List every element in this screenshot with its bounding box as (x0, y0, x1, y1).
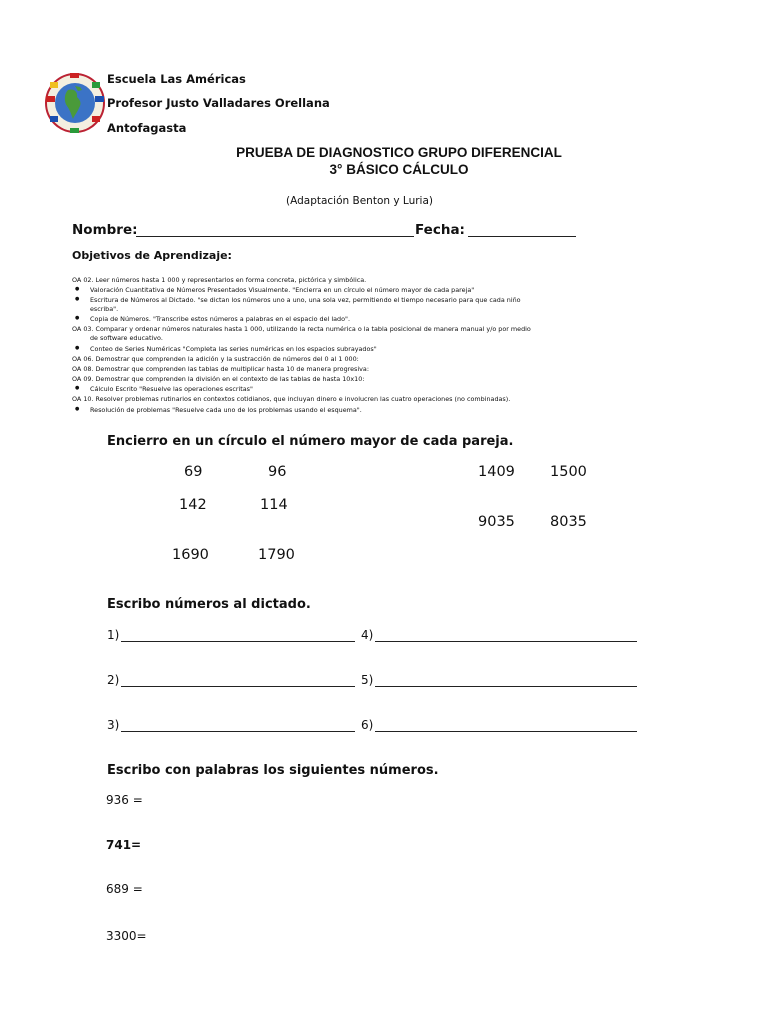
objective-item: ● Cálculo Escrito "Resuelve las operaciones escritas" (90, 385, 253, 393)
date-field[interactable] (468, 236, 576, 237)
number-option[interactable]: 142 (179, 497, 207, 513)
number-option[interactable]: 8035 (550, 514, 587, 530)
test-title: PRUEBA DE DIAGNOSTICO GRUPO DIFERENCIAL (236, 145, 562, 160)
objectives-heading: Objetivos de Aprendizaje: (72, 249, 232, 262)
objective-item: OA 03. Comparar y ordenar números naturales hasta 1 000, utilizando la recta numérica o la tabla posicional de manera manual y/o por medio (72, 325, 531, 333)
number-to-words-item: 689 = (106, 882, 143, 896)
number-to-words-item: 741= (106, 838, 142, 852)
number-option[interactable]: 96 (268, 464, 287, 480)
dictation-label: 2) (107, 673, 120, 687)
objective-item: OA 09. Demostrar que comprenden la división en el contexto de las tablas de hasta 10x10: (72, 375, 365, 383)
section-instruction: Escribo con palabras los siguientes números. (107, 763, 439, 778)
dictation-answer-line[interactable] (375, 686, 637, 687)
dictation-answer-line[interactable] (375, 731, 637, 732)
section-instruction: Encierro en un círculo el número mayor de cada pareja. (107, 434, 514, 449)
section-instruction: Escribo números al dictado. (107, 597, 311, 612)
number-to-words-item: 936 = (106, 793, 143, 807)
dictation-answer-line[interactable] (375, 641, 637, 642)
objective-item: de software educativo. (90, 334, 163, 342)
objective-item: ● Conteo de Series Numéricas "Completa las series numéricas en los espacios subrayados" (90, 345, 377, 353)
dictation-answer-line[interactable] (121, 641, 355, 642)
objective-item: ● Valoración Cuantitativa de Números Presentados Visualmente. "Encierra en un círculo el número mayor de cada pareja" (90, 286, 474, 294)
teacher-name: Profesor Justo Valladares Orellana (107, 96, 330, 110)
number-option[interactable]: 114 (260, 497, 288, 513)
school-logo (44, 72, 106, 134)
dictation-answer-line[interactable] (121, 731, 355, 732)
date-label: Fecha: (415, 222, 465, 238)
dictation-answer-line[interactable] (121, 686, 355, 687)
dictation-label: 5) (361, 673, 374, 687)
objective-item: OA 10. Resolver problemas rutinarios en contextos cotidianos, que incluyan dinero e involucren las cuatro operaciones (no combinadas). (72, 395, 511, 403)
dictation-label: 6) (361, 718, 374, 732)
objective-item: ● Copia de Números. "Transcribe estos números a palabras en el espacio del lado". (90, 315, 350, 323)
school-name: Escuela Las Américas (107, 72, 246, 86)
number-option[interactable]: 1690 (172, 547, 209, 563)
objective-item: ● Escritura de Números al Dictado. "se dictan los números uno a uno, una sola vez, permitiendo el tiempo necesario para que cada niño (90, 296, 521, 304)
objective-item: ● Resolución de problemas "Resuelve cada uno de los problemas usando el esquema". (90, 406, 362, 414)
number-to-words-item: 3300= (106, 929, 147, 943)
dictation-label: 3) (107, 718, 120, 732)
number-option[interactable]: 1500 (550, 464, 587, 480)
name-label: Nombre: (72, 222, 138, 238)
number-option[interactable]: 69 (184, 464, 203, 480)
number-option[interactable]: 9035 (478, 514, 515, 530)
objective-item: escriba". (90, 305, 119, 313)
objective-item: OA 02. Leer números hasta 1 000 y representarlos en forma concreta, pictórica y simbólica. (72, 276, 367, 284)
objective-item: OA 08. Demostrar que comprenden las tablas de multiplicar hasta 10 de manera progresiva: (72, 365, 370, 373)
objective-item: OA 06. Demostrar que comprenden la adición y la sustracción de números del 0 al 1 000: (72, 355, 359, 363)
number-option[interactable]: 1790 (258, 547, 295, 563)
name-field[interactable] (136, 236, 414, 237)
dictation-label: 4) (361, 628, 374, 642)
adaptation-note: (Adaptación Benton y Luria) (286, 195, 434, 207)
test-subtitle: 3° BÁSICO CÁLCULO (329, 162, 469, 177)
dictation-label: 1) (107, 628, 120, 642)
number-option[interactable]: 1409 (478, 464, 515, 480)
city-name: Antofagasta (107, 121, 187, 135)
